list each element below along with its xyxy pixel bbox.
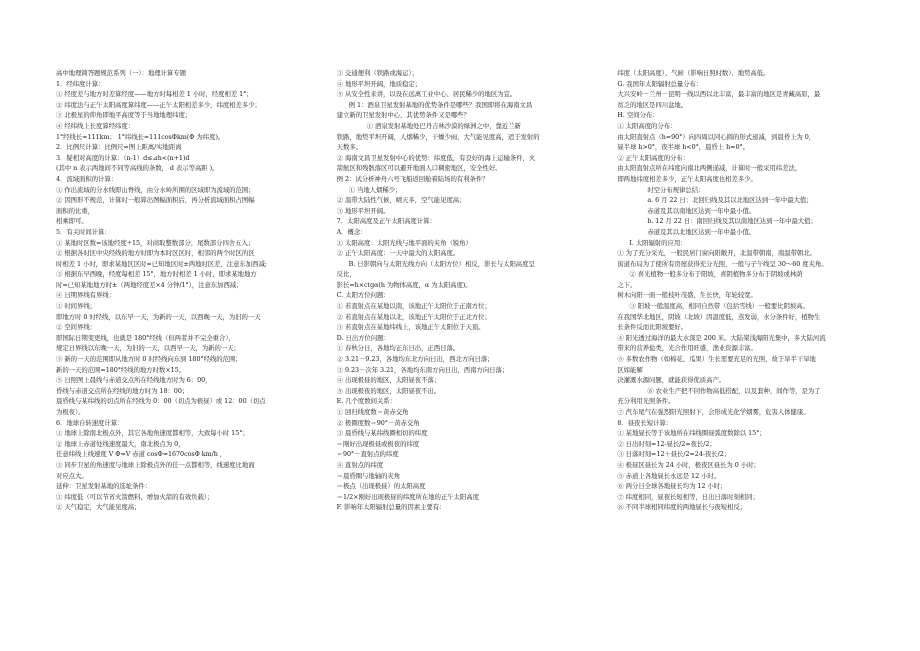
text-line: ② 正午太阳高度的分布：	[617, 153, 690, 162]
text-line: 高中地理简答题规范系列（一）：地理计算专题	[56, 69, 186, 77]
text-line: ③ 同步卫星的角速度与地球上除极点外的任一点都相等，线速度比地面	[56, 460, 255, 469]
text-line: ② 温带大陆性气候，晴天多，空气能见度高；	[336, 196, 466, 205]
text-line: E. 几个度数间关系：	[336, 397, 396, 406]
text-column-1	[56, 68, 323, 651]
text-line: 新的一天的范围=180°经线的地方时数×15。	[56, 365, 185, 374]
text-line: ⑧ 不同半球相同纬度的两地昼长与夜短相反；	[617, 503, 747, 512]
text-line: 昼半球 h>0°，夜半球 h<0°，晨昏上 h=0°。	[617, 143, 749, 152]
text-line: ② 地球上赤道处线速度最大，南北极点为 0，	[56, 439, 185, 448]
text-line: ⑤ 日照图上晨线与赤道交点所在经线地方时为 6：00，	[56, 376, 212, 385]
text-line: 赤道及其以北地区达到一年中最小值。	[647, 227, 756, 236]
text-line: ② 3.21－9.23，各地均东北方向日出，西北方向日落；	[336, 355, 494, 364]
text-line: ⑤ 多数农作物（如棉花、瓜果）生长需要充足的光照，故于旱半干旱地	[617, 355, 816, 364]
text-line: ④ 直射点的纬度	[336, 460, 384, 469]
text-line: ③ 北极星的仰角即地平高度等于当地地理纬度；	[56, 111, 192, 120]
text-line: ⑦ 汽车尾气在强烈阳光照射下，会形成光化学烟雾，危害人体健康。	[617, 408, 810, 416]
text-line: I. 太阳辐射的应用：	[629, 238, 687, 247]
text-line: ⑤ 从安全性来讲，以设在远离工业中心、居民稀少的地区为宜。	[336, 90, 517, 99]
text-line: ① 经度差与地方时差算经度——地方时每相差 1 小时，经度相差 1°；	[56, 90, 253, 99]
text-line: 时空分布规律总结：	[647, 185, 705, 194]
text-line: 充分利用光照条件。	[617, 397, 675, 406]
text-line: 铁路，地势平坦开阔，人烟稀少，干燥少雨，大气能见度高，适于发射的	[336, 132, 540, 141]
text-line: C. 太阳方位问题：	[336, 291, 390, 300]
text-line: ③ 晨昏线与某纬线圈相切的纬度	[336, 429, 428, 438]
text-line: ② 海南文昌卫星发射中心的优势：纬度低，有良好的海上运输条件，火	[336, 153, 536, 162]
text-line: 天数多。	[336, 143, 363, 152]
text-line: 区如能解	[617, 365, 643, 374]
text-line: ① 酒泉发射基地处巴丹吉林沙漠的绿洲之中，靠近兰新	[366, 121, 521, 130]
text-line: ② 正午太阳高度：一天中最大的太阳高度。	[336, 249, 460, 258]
text-line: ① 春秋分日，各地均正东日出，正西日落。	[336, 344, 460, 353]
text-line: ＝1/2×刚好出现极昼的纬度所在地的正午太阳高度	[336, 492, 479, 501]
text-line: 延伸：卫星发射基地的选址条件：	[56, 482, 152, 491]
text-line: A．概念：	[336, 227, 367, 236]
text-line: ＝90°－直射点的纬度	[336, 450, 399, 459]
text-line: ② 极圈度数＝90°－黄赤交角	[336, 418, 420, 427]
text-line: ② 根据各时区中央经线的地方时即为本时区区时，相邻的两个时区的区	[56, 249, 255, 258]
text-line: ③ 若直射点在某地纬线上，该地正午太阳位于天顶。	[336, 323, 485, 332]
text-line: ② 若直射点在某地以北，该地正午太阳位于正北方位；	[336, 312, 491, 321]
text-line: 街道布局为了使所有房屋获得充分光照，一般与子午线呈 30～60 度夹角。	[617, 259, 828, 268]
text-line: 反比，	[336, 270, 356, 279]
text-line: ③ 地形平坦开阔。	[336, 206, 390, 215]
text-line: 树木向阳一面一般枝叶茂盛，生长快，年轮较宽。	[617, 291, 757, 300]
text-line: (其中 n 表示两地间不同等高线的条数， d 表示等高距 )。	[56, 164, 219, 173]
text-line: ① 若直射点在某地以南，该地正午太阳位于正南方位；	[336, 302, 491, 311]
text-line: 建立新的卫星发射中心，其优势条件又是哪些？	[336, 111, 470, 120]
text-line: 7．太阳高度及正午太阳高度计算：	[336, 217, 436, 226]
text-line: ④ 经纬线上长度算经纬度：	[56, 121, 135, 130]
text-line: ⑥ 两分日全球各地昼长均为 12 小时；	[617, 482, 727, 491]
text-line: 为极夜）。	[56, 408, 85, 416]
text-line: ② 空间界线：	[56, 323, 97, 332]
text-line: 例 2：试分析神舟六号飞船返回舱着陆场的有利条件？	[336, 174, 489, 183]
text-line: ① 某地昼长等于该地所在纬线圈昼弧度数除以 15°；	[617, 429, 766, 438]
text-line: 大兴安岭－兰州－昆明一线以西以北丰富，最丰富的地区是青藏高原，最	[617, 90, 821, 99]
text-line: 由太阳直射点所在纬度向南北两侧递减，计算时一般采用纬差法，	[617, 164, 802, 173]
text-line: 在我国华北地区，阴坡（北坡）因温度低，蒸发弱，水分条件好，植物生	[617, 312, 821, 321]
text-line: 即两地纬度相差多少，正午太阳高度也相差多少。	[617, 174, 757, 183]
text-line: 时=已知某地地方时±（两地经度差×4 分钟/1°），注意东加西减；	[56, 280, 243, 289]
text-line: ② 纬度法与正午太阳高度算纬度——正午太阳相差多少，纬度相差多少；	[56, 100, 261, 109]
text-column-2	[337, 68, 604, 651]
text-line: ① 作出流域的分水线即山脊线，由分水岭所围的区域即为流域的范围；	[56, 185, 255, 194]
text-line: 纬度（太阳高度）、气候（影响日照时数）、地势高低。	[617, 69, 770, 77]
text-line: ③ 新的一天的范围即从地方时 0 时经线向东到 180°经线的范围；	[56, 355, 242, 364]
text-line: ＝刚好出现极昼或极夜的纬度	[336, 439, 420, 448]
text-line: ＝极点（出现极昼）的太阳高度	[336, 482, 426, 491]
text-line: 4．流域面积的计算：	[56, 174, 118, 183]
text-line: ④ 地形平坦开阔，地质稳定；	[336, 79, 422, 88]
text-line: 5．有关时间计算：	[56, 227, 111, 236]
text-line: 8．昼夜长短计算：	[617, 418, 673, 427]
text-line: ① 为了充分采光，一般民居门窗向阳敞开，北温带朝南，南温带朝北。	[617, 249, 816, 258]
text-line: ① 纬度低（可以节省火箭燃料，增加火箭的有效负载）；	[56, 492, 214, 501]
text-line: ① 回归线度数＝黄赤交角	[336, 408, 409, 416]
text-line: ⑤ 出现极夜的地区，太阳昼夜不出。	[336, 386, 441, 395]
text-line: 2．比例尺计算：比例尺=图上距离/实地距离	[56, 143, 182, 152]
text-line: 即国际日期变更线，也就是 180°经线（但两者并不完全重合），	[56, 333, 235, 342]
text-line: 规定日界线以东晚一天，为旧的一天，以西早一天，为新的一天；	[56, 344, 240, 353]
text-line: ② 喜光植物一般多分布于阳坡，喜阴植物多分布于阴坡或林荫	[629, 270, 803, 279]
text-line: ③ 日落时刻=12＋昼长/2=24-夜长/2；	[617, 450, 731, 459]
text-line: 由太阳直射点（h=90°）向四周以同心圆的形式递减，到晨昏上为 0，	[617, 132, 816, 141]
text-line: 相乘即可。	[56, 217, 88, 226]
text-line: ＝晨昏圈与地轴的夹角	[336, 471, 401, 480]
text-line: G. 我国年太阳辐射总量分布：	[617, 79, 703, 88]
text-line: 时相差 1 小时，即求某地区区时=已知地区时±两地时区差，注意东加西减;	[56, 259, 267, 268]
text-line: ④ 出现极昼的地区，太阳昼夜不落；	[336, 376, 441, 385]
text-line: ① 某地时区数=该地经度÷15，对商取整数部分，尾数部分四舍五入；	[56, 238, 255, 247]
text-line: 箭航区和残骸落区可以避开地面人口稠密地区，安全性好。	[336, 164, 502, 173]
text-line: ② 日出时刻=12-昼长/2=夜长/2；	[617, 439, 716, 448]
text-line: 贫乏的地区是四川盆地。	[617, 100, 688, 109]
text-line: 面积的比重，	[56, 206, 95, 215]
text-line: 3．疑相对高度的计算：（n-1）d≤⊿h<(n+1)d	[56, 153, 190, 162]
text-line: ⑦ 纬度相同，昼夜长短相等，日出日落时刻相同；	[617, 492, 759, 501]
text-line: H. 空间分布：	[617, 111, 659, 120]
text-line: 1．经纬度计算：	[56, 79, 105, 88]
text-line: ① 时间界线；	[56, 302, 97, 311]
text-line: 6．地球自转速度计算：	[56, 418, 124, 427]
text-line: 即地方时 0 时经线，以东早一天，为新的一天，以西晚一天，为旧的一天	[56, 312, 261, 321]
text-line: 之下。	[617, 280, 637, 289]
text-line: 决灌溉水源问题，就能获得优质高产。	[617, 376, 726, 385]
text-line: 晨昏线与某纬线的切点所在经线为 0：00（切点为极昼）或 12：00（切点	[56, 397, 266, 406]
text-line: ③ 9.23－次年 3.21，各地均东南方向日出，西南方向日落；	[336, 365, 509, 374]
text-line: a. 6 月 22 日：北回归线及其以北地区达到一年中最大值；	[647, 196, 813, 205]
text-line: 赤道及其以南地区达到一年中最小值。	[647, 206, 756, 215]
text-line: 任意纬线上线速度 V Φ=V 赤道 cosΦ=1670cosΦ km/h ，	[56, 450, 227, 459]
text-line: ① 当地人烟稀少；	[348, 185, 402, 194]
text-line: ④ 极昼区昼长为 24 小时，极夜区昼长为 0 小时；	[617, 460, 760, 469]
text-line: 带来的营养盐类，光合作用旺盛，渔业资源丰富。	[617, 344, 757, 353]
text-line: ② 因图形不规范，计算时一般算出图幅面积后，再分析流域面积占图幅	[56, 196, 255, 205]
text-line: ⑤ 赤道上各地昼长永远是 12 小时。	[617, 471, 721, 480]
text-line: ③ 阳坡一般温度高，相同自然带（包括雪线）一般要比阴坡高。	[629, 302, 809, 311]
text-line: ③ 根据东早西晚，经度每相差 15°，地方时相差 1 小时，即求某地地方	[56, 270, 257, 279]
text-line: ① 太阳高度的分布：	[617, 121, 677, 130]
text-line: b. 12 月 22 日：南回归线及其以南地区达到一年中最大值；	[647, 217, 817, 226]
text-column-3	[617, 68, 884, 651]
text-line: 1°经线长≈111km； 1°纬线长≈111cosΦkm(Φ 为纬度)。	[56, 132, 225, 141]
text-line: 昏线与赤道交点所在经线的地方时为 18：00；	[56, 386, 189, 395]
text-line: ⑥ 农业生产把不同作物高低搭配，以及套种、间作等，是为了	[647, 386, 821, 395]
text-line: ③ 交通便利（铁路或海运）；	[336, 69, 418, 77]
text-line: ① 地球上除南北极点外，其它各地角速度都相等，大致每小时 15°；	[56, 429, 249, 438]
text-line: D. 日出方位问题：	[336, 333, 390, 342]
text-line: 影长=h×ctgα(h 为物体高度，α 为太阳高度)。	[336, 280, 472, 289]
text-line: 例 1：酒泉卫星发射基地的优势条件是哪些？我国即将在海南文昌	[348, 100, 533, 109]
text-line: ④ 阳光透过海洋的最大水深是 200 米。大陆架浅海阳光集中，多大陆河流	[617, 333, 826, 342]
text-line: 对应点大。	[56, 471, 88, 480]
text-line: 长条件反而比阳坡要好。	[617, 323, 688, 332]
text-line: B. 日影朝向与太阳光线方向（太阳方位）相反，影长与太阳高度呈	[348, 259, 535, 268]
text-line: F. 影响年太阳辐射总量的因素主要有：	[336, 503, 446, 512]
text-line: ① 太阳高度：太阳光线与地平面的夹角（锐角）	[336, 238, 472, 247]
text-line: ② 天气稳定，大气能见度高；	[56, 503, 141, 512]
text-line: ④ 日期界线有界线：	[56, 291, 116, 300]
